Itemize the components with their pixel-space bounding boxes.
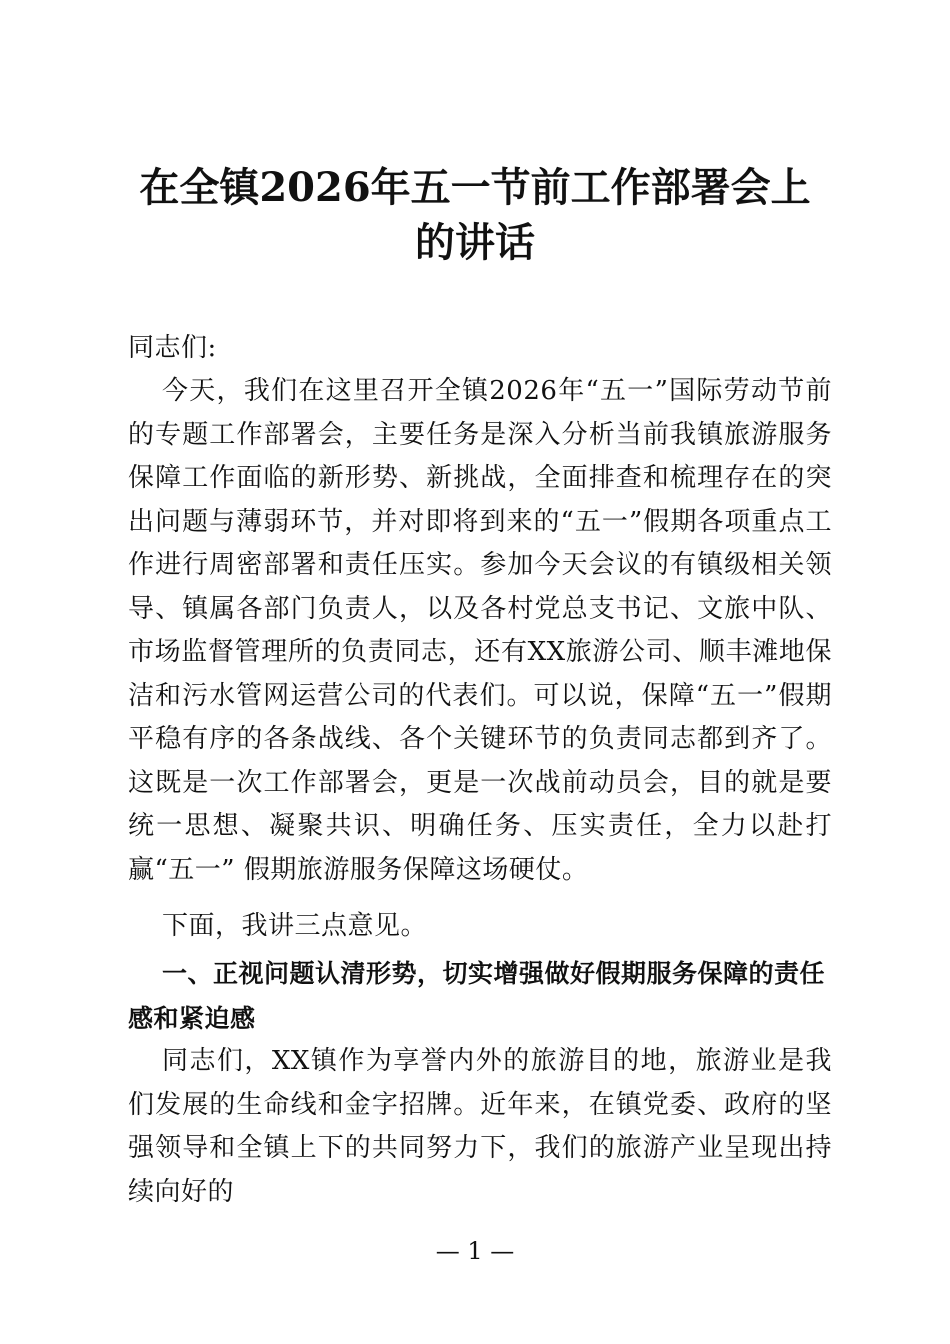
title-line-1: 在全镇2026年五一节前工作部署会上 [139, 164, 811, 211]
salutation: 同志们: [128, 333, 217, 363]
title-line-2: 的讲话 [415, 219, 535, 266]
document-title [100, 160, 850, 270]
paragraph-transition: 下面，我讲三点意见。 [162, 911, 428, 941]
paragraph-section-1: 同志们，XX镇作为享誉内外的旅游目的地，旅游业是我们发展的生命线和金字招牌。近年来，在镇党委、政府的坚强领导和全镇上下的共同努力下，我们的旅游产业呈现出持续向好的 [128, 1046, 832, 1207]
page-number: — 1 — [435, 1237, 515, 1265]
paragraph-opening: 今天，我们在这里召开全镇2026年“五一”国际劳动节前的专题工作部署会，主要任务是深入分析当前我镇旅游服务保障工作面临的新形势、新挑战，全面排查和梳理存在的突出问题与薄弱环节，并对即将到来的“五一”假期各项重点工作进行周密部署和责任压实。参加今天会议的有镇级相关领导、镇属各部门负责人，以及各村党总支书记、文旅中队、市场监督管理所的负责同志，还有XX旅游公司、顺丰滩地保洁和污水管网运营公司的代表们。可以说，保障“五一”假期平稳有序的各条战线、各个关键环节的负责同志都到齐了。这既是一次工作部署会，更是一次战前动员会，目的就是要统一思想、凝聚共识、明确任务、压实责任，全力以赴打赢“五一” 假期旅游服务保障这场硬仗。 [128, 376, 832, 885]
section-heading-1: 一、正视问题认清形势，切实增强做好假期服务保障的责任感和紧迫感 [128, 959, 826, 1033]
